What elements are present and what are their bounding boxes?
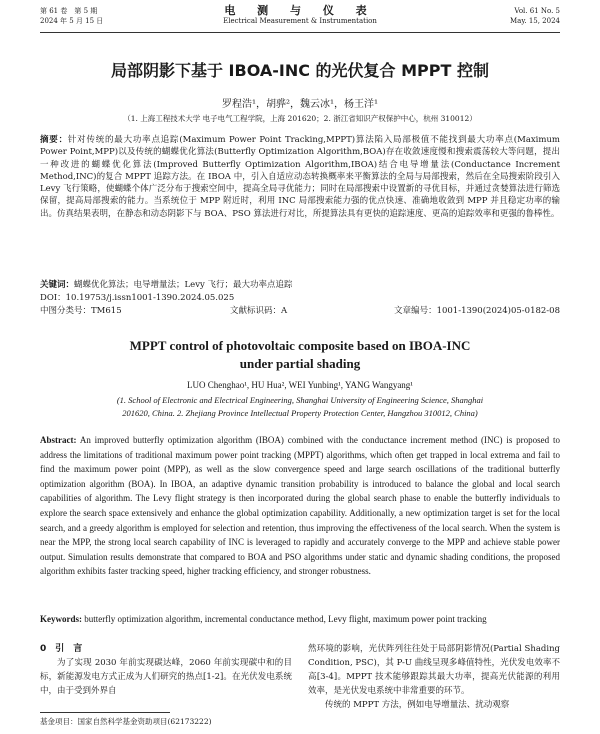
section-heading: 0 引 言: [40, 644, 83, 654]
paper-title-en: [40, 337, 560, 373]
article-number: 文章编号：1001-1390(2024)05-0182-08: [394, 306, 560, 316]
document-code: 文献标识码：A: [230, 306, 288, 316]
abstract-cn: [40, 134, 560, 220]
abstract-cn-text: 针对传统的最大功率点追踪(Maximum Power Point Tracking,MPPT)算法陷入局部极值不能找到最大功率点(Maximum Power Point,MPP)以及传统的蝴蝶优化算法(Butterfly Optimization Algorithm,BOA)存在收敛速度慢和搜索震荡较大等问题，提出一种改进的蝴蝶优化算法(Improved Butterfly Optimization Algorithm,IBOA)结合电导增量法(Conductance Increment Method,INC)的复合 MPPT 追踪方法。在 IBOA 中，引入自适应动态转换概率来平衡算法的全局与局部搜索，然后在全局搜索阶段引入 Levy 飞行策略，使蝴蝶个体广泛分布于搜索空间中，提高全局寻优能力；同时在局部搜索中设置新的寻优目标，并通过贪婪算法进行筛选保留，提高局部搜索的能力。当系统位于 MPP 附近时，利用 INC 局部搜索能力强的优点快速、准确地收敛到 MPP 并且稳定功率的输出。仿真结果表明，在静态和动态阴影下与 BOA、PSO 算法进行对比，所提算法具有更快的追踪速度、更高的追踪效率和更强的鲁棒性。: [40, 135, 560, 219]
page-header: [40, 6, 560, 32]
affiliation-en-line-2: 201620, China. 2. Zhejiang Province Intellectual Property Protection Center, Hangzhou 310012, China): [122, 408, 478, 418]
journal-title-cn: 电 测 与 仪 表: [224, 4, 376, 17]
header-rule: [40, 32, 560, 33]
funding-note: 基金项目：国家自然科学基金资助项目(62173222): [40, 717, 212, 726]
volume-cn: 第 61 卷 第 5 期: [40, 7, 98, 15]
keywords-en-label: Keywords:: [40, 614, 82, 624]
date-en: May. 15, 2024: [510, 17, 560, 25]
classification-meta: [40, 304, 560, 316]
affiliation-en-line-1: (1. School of Electronic and Electrical Engineering, Shanghai University of Engineering Science, Shanghai: [116, 395, 484, 405]
authors-en: LUO Chenghao¹, HU Hua², WEI Yunbing¹, YANG Wangyang¹: [186, 380, 414, 390]
footnote-rule: [40, 712, 170, 713]
body-column-right: [308, 642, 560, 712]
keywords-cn-text: 蝴蝶优化算法；电导增量法；Levy 飞行；最大功率点追踪: [74, 280, 293, 290]
date-cn: 2024 年 5 月 15 日: [40, 17, 104, 25]
keywords-en: [40, 612, 560, 627]
doi: DOI：10.19753/j.issn1001-1390.2024.05.025: [40, 293, 235, 303]
affiliation-cn: （1. 上海工程技术大学 电子电气工程学院，上海 201620；2. 浙江省知识产权保护中心，杭州 310012）: [123, 114, 477, 123]
body-column-left: [40, 642, 292, 698]
volume-en: Vol. 61 No. 5: [514, 7, 560, 15]
affiliation-en: [60, 394, 540, 420]
abstract-en-label: Abstract:: [40, 435, 77, 445]
header-right: [510, 6, 560, 26]
paper-title-cn: 局部阴影下基于 IBOA-INC 的光伏复合 MPPT 控制: [110, 61, 489, 80]
intro-paragraph-left: 为了实现 2030 年前实现碳达峰，2060 年前实现碳中和的目标，新能源发电方式正成为人们研究的热点[1-2]。在光伏发电系统中，由于受到外界自: [40, 658, 292, 696]
abstract-en: [40, 433, 560, 579]
keywords-cn: [40, 278, 560, 290]
keywords-en-text: butterfly optimization algorithm, incremental conductance method, Levy flight, maximum power point tracking: [82, 614, 487, 624]
title-en-line-1: MPPT control of photovoltaic composite based on IBOA-INC: [129, 338, 471, 353]
authors-cn: 罗程浩¹，胡骅²，魏云冰¹，杨王洋¹: [221, 99, 379, 110]
keywords-cn-label: 关键词：: [40, 280, 75, 290]
abstract-en-text: An improved butterfly optimization algorithm (IBOA) combined with the conductance increment method (INC) is proposed to address the limitations of traditional maximum power point tracking (MPPT) algorithms, which often get trapped in local extrema and fail to find the maximum power point (MPP), as well as the slow convergence speed and large search oscillations of the traditional butterfly optimization algorithm (BOA). In IBOA, an adaptive dynamic transition probability is introduced to balance the global and local search capabilities of algorithm. The Levy flight strategy is then incorporated during the global search phase to enable the butterfly individuals to explore the search space extensively and enhance the global optimization capability. Additionally, a new optimization target is set for the local search, and a greedy algorithm is employed for selection and retention, thus improving the effectiveness of the local search. When the system is near the MPP, the strong local search capability of INC is leveraged to rapidly and accurately converge to the MPP and achieve stable power output. Simulation results demonstrate that compared to BOA and PSO algorithms under static and dynamic shading conditions, the proposed algorithm exhibits faster tracking speed, higher tracking efficiency, and stronger robustness.: [40, 435, 560, 577]
title-en-line-2: under partial shading: [239, 356, 361, 371]
abstract-cn-label: 摘要：: [40, 135, 68, 145]
intro-paragraph-right: 然环境的影响，光伏阵列往往处于局部阴影情况(Partial Shading Condition, PSC)，其 P-U 曲线呈现多峰值特性，光伏发电效率不高[3-4]。MPPT 技术能够跟踪其最大功率，提高光伏能源的利用效率，是光伏发电系统中非常重要的环节。 传统的 MPPT 方法，例如电导增量法、扰动观察: [308, 644, 560, 710]
header-center: [40, 6, 560, 26]
clc-number: 中图分类号：TM615: [40, 306, 122, 316]
journal-title-en: Electrical Measurement & Instrumentation: [223, 17, 377, 25]
